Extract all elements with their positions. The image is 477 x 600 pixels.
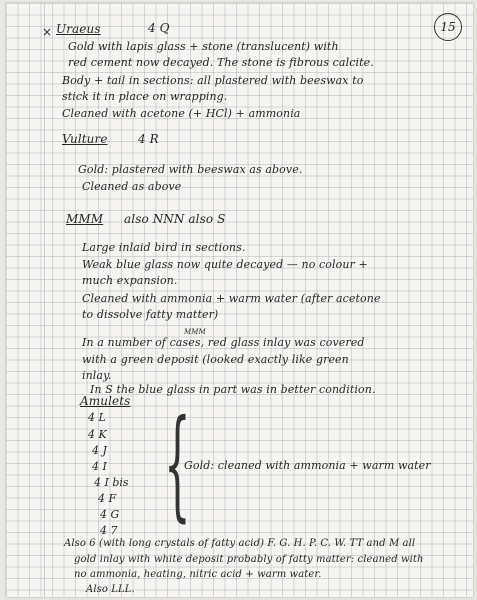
bullet-mark: ×: [42, 25, 53, 39]
entry-line: Gold: plastered with beeswax as above.: [78, 163, 303, 176]
entry-line: In S the blue glass in part was in better condition.: [90, 383, 376, 396]
entry-ref-uraeus: 4 Q: [148, 21, 170, 35]
entry-heading-vulture: Vulture: [62, 132, 108, 146]
curly-brace: {: [164, 395, 191, 534]
entry-heading-uraeus: Uraeus: [56, 22, 101, 36]
notebook-page: [6, 3, 473, 597]
entry-heading-mmm: MMM: [66, 212, 104, 226]
footer-line: gold inlay with white deposit probably of fatty matter: cleaned with: [74, 554, 424, 565]
footer-line: no ammonia, heating, nitric acid + warm water.: [74, 569, 322, 580]
amulet-item: 4 I: [92, 460, 107, 473]
amulets-note: Gold: cleaned with ammonia + warm water: [184, 459, 431, 472]
entry-line: red cement now decayed. The stone is fibrous calcite.: [68, 56, 374, 69]
amulet-item: 4 G: [100, 508, 120, 521]
amulets-heading: Amulets: [80, 394, 131, 408]
entry-line: Body + tail in sections: all plastered with beeswax to: [62, 74, 364, 87]
entry-ref-vulture: 4 R: [138, 132, 159, 146]
entry-line: Gold with lapis glass + stone (translucent) with: [68, 40, 339, 53]
amulet-item: 4 K: [88, 428, 107, 441]
entry-line: Cleaned with ammonia + warm water (after acetone: [82, 292, 381, 305]
amulet-item: 4 F: [98, 492, 117, 505]
entry-line: to dissolve fatty matter): [82, 308, 219, 321]
entry-line: Large inlaid bird in sections.: [82, 241, 246, 254]
amulet-item: 4 I bis: [94, 476, 129, 489]
entry-line: inlay.: [82, 369, 112, 382]
entry-line: stick it in place on wrapping.: [62, 90, 228, 103]
entry-line: Weak blue glass now quite decayed — no colour +: [82, 258, 368, 271]
amulet-item: 4 L: [88, 411, 106, 424]
amulet-item: 4 J: [92, 444, 107, 457]
entry-line: with a green deposit (looked exactly like green: [82, 353, 349, 366]
entry-line: Cleaned as above: [82, 180, 182, 193]
entry-line: In a number of cases, red glass inlay was covered: [82, 336, 365, 349]
page-number: 15: [434, 13, 462, 41]
entry-ref-mmm: also NNN also S: [124, 212, 226, 226]
entry-line: Cleaned with acetone (+ HCl) + ammonia: [62, 107, 301, 120]
margin-line: [44, 3, 45, 597]
amulet-item: 4 7: [100, 524, 118, 537]
superscript-note: MMM: [184, 328, 206, 336]
footer-line: Also LLL.: [86, 584, 135, 595]
entry-line: much expansion.: [82, 274, 178, 287]
footer-line: Also 6 (with long crystals of fatty acid) F. G. H. P. C. W. TT and M all: [64, 538, 416, 549]
